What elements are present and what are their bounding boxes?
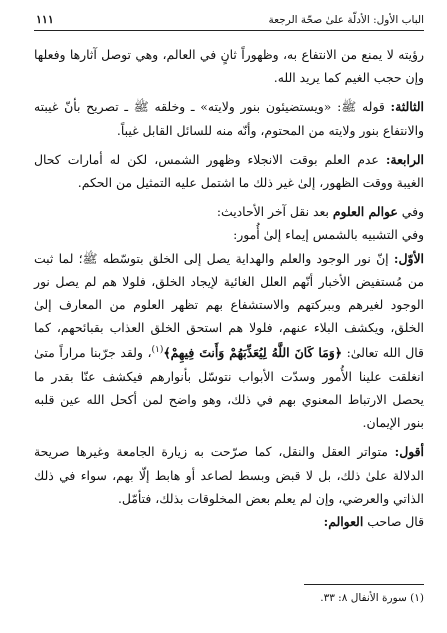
- footnote: (١) سورة الأنفال ٨: ٣٣.: [320, 592, 424, 604]
- paragraph-6: [34, 247, 424, 435]
- page-header: [34, 10, 424, 31]
- paragraph-text: وفي: [401, 204, 424, 220]
- paragraph-text: عدم العلم بوقت الانجلاء وظهور الشمس، لكن له أمارات كحال الغيبة ووقت الظهور، إلىٰ غير ذلك ما اشتمل عليه التمثيل من الحكم.: [34, 151, 424, 191]
- quran-verse: ﴿وَمَا كَانَ اللَّهُ لِيُعَذِّبَهُمْ وَأَنتَ فِيهِمْ﴾: [163, 345, 342, 361]
- section-heading: الأوّل:: [393, 250, 424, 266]
- paragraph-text: بعد نقل آخر الأحاديث:: [216, 204, 329, 220]
- paragraph-text: إنّ نور الوجود والعلم والهداية يصل إلى الخلق بتوسّطه ﷺ؛ لما ثبت من مُستفيض الأخبار أنّهم العلل الغائية لإيجاد الخلق، فلولا هم لم يصل نور الوجود لغيرهم وببركتهم والاستشفاع بهم تظهر العلوم من المعارف إلىٰ الخلق، ويكشف البلاء عنهم، فلولا هم استحق الخلق العذاب بقبائحهم، كما قال الله تعالىٰ:: [34, 250, 424, 361]
- book-page: [34, 10, 424, 620]
- paragraph-7: [34, 440, 424, 510]
- paragraph-text: قال صاحب: [367, 513, 424, 529]
- paragraph-4: [34, 200, 424, 223]
- paragraph-text: قوله ﷺ: «ويستضيئون بنور ولايته» ـ وخلقه ﷺ ـ تصريح بأنّ غيبته والانتفاع بنور ولايته من المحتوم، وأنّه منه للسائل القابل غيباً.: [34, 99, 424, 138]
- footnote-divider: [304, 584, 424, 585]
- book-title: العوالم:: [323, 513, 364, 529]
- page-number: ١١١: [36, 13, 54, 26]
- section-heading: الرابعة:: [385, 151, 424, 167]
- paragraph-5: [34, 223, 424, 246]
- paragraph-text: ، ولقد جرّبنا مراراً متىٰ انغلقت علينا الأُمور وسدّت الأبواب نتوسّل بأنوارهم فيكشف عنّا بقدر ما يحصل الارتباط المعنوي بهم في ذلك، وهو واضح لمن أكحل الله عين قلبه بنور الإيمان.: [34, 345, 424, 431]
- paragraph-text: وفي التشبيه بالشمس إيماء إلىٰ أُمور:: [233, 227, 424, 243]
- paragraph-1: [34, 43, 424, 89]
- paragraph-8: [34, 510, 424, 533]
- section-heading: الثالثة:: [390, 99, 424, 115]
- paragraph-text: متواتر العقل والنقل، كما صرّحت به زيارة الجامعة وغيرها صريحة الدلالة علىٰ ذلك، بل لا قبض وبسط لصاعد أو هابط إلّا بهم، سواء في ذلك الذاتي والعرضي، وإن لم يعلم بعض المخلوقات بذلك، فتأمّل.: [34, 444, 424, 506]
- footnote-reference: (١): [151, 345, 164, 356]
- paragraph-text: رؤيته لا يمنع من الانتفاع به، وظهوراً ثانٍ في العالم، وهي توصل آثارها وفعلها وإن حجب الغيم كما يريد الله.: [34, 47, 424, 86]
- paragraph-3: [34, 148, 424, 194]
- paragraph-2: [34, 95, 424, 141]
- book-title: عوالم العلوم: [332, 204, 398, 220]
- page-body: [34, 43, 424, 533]
- running-title: الباب الأول: الأدلّة علىٰ صحّة الرجعة: [268, 14, 424, 26]
- section-heading: أقول:: [394, 444, 424, 460]
